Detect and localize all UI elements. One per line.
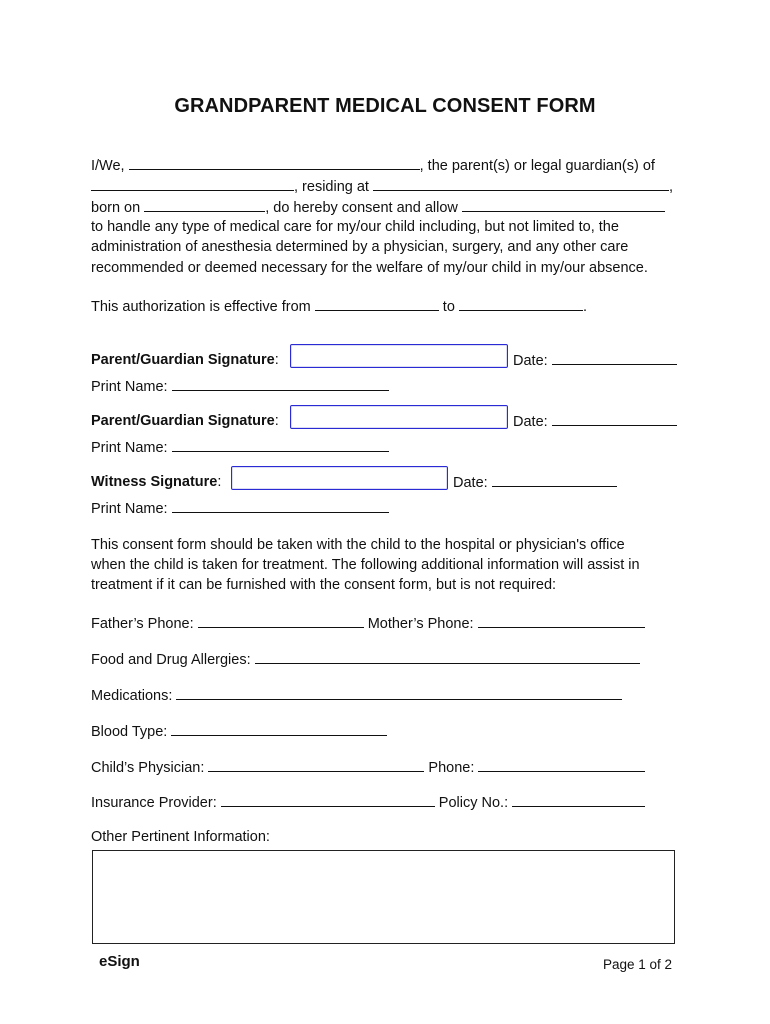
intro-line-5: administration of anesthesia determined by a physician, surgery, and any other care (91, 239, 629, 255)
intro-text: , (669, 179, 674, 195)
additional-info-line-2: when the child is taken for treatment. The following additional information will assist in (91, 557, 640, 573)
child-name-field[interactable] (91, 176, 294, 191)
intro-line-4: to handle any type of medical care for my/our child including, but not limited to, the (91, 219, 619, 235)
guardian-signature-field-1[interactable] (290, 344, 508, 368)
intro-text: , the parent(s) or legal guardian(s) of (419, 158, 655, 174)
print-name-label: Print Name: (91, 440, 172, 456)
print-name-label: Print Name: (91, 501, 172, 517)
insurance-field[interactable] (221, 792, 435, 807)
fathers-phone-field[interactable] (198, 613, 364, 628)
mothers-phone-field[interactable] (478, 613, 645, 628)
signature-label: Witness Signature (91, 474, 218, 490)
print-name-line-3 (91, 498, 389, 519)
fathers-phone-label: Father’s Phone: (91, 616, 198, 632)
guardian-date-field-1[interactable] (552, 350, 677, 365)
allergies-line (91, 649, 640, 670)
blood-type-label: Blood Type: (91, 724, 172, 740)
guardian-signature-label-2 (91, 411, 279, 431)
signature-colon: : (274, 352, 279, 368)
guardian-names-field[interactable] (129, 155, 420, 170)
page-title: GRANDPARENT MEDICAL CONSENT FORM (174, 95, 596, 117)
policy-no-field[interactable] (512, 792, 645, 807)
guardian-date-1 (513, 350, 677, 371)
guardian-date-2 (513, 411, 677, 432)
print-name-field-1[interactable] (172, 376, 389, 391)
medications-line (91, 685, 622, 706)
effective-from-field[interactable] (315, 296, 439, 311)
signature-label: Parent/Guardian Signature (91, 352, 275, 368)
intro-text: born on (91, 200, 145, 216)
guardian-signature-label-1 (91, 350, 279, 370)
intro-text: , do hereby consent and allow (265, 200, 462, 216)
residing-address-field[interactable] (373, 176, 669, 191)
other-info-textarea[interactable] (92, 850, 675, 944)
authorization-line (91, 296, 587, 317)
date-label: Date: (513, 353, 552, 369)
blood-type-line (91, 721, 387, 742)
other-info-label: Other Pertinent Information: (91, 829, 270, 845)
intro-line-2 (91, 176, 673, 197)
signature-colon: : (274, 413, 279, 429)
witness-signature-field[interactable] (231, 466, 448, 490)
effective-to-field[interactable] (459, 296, 583, 311)
physician-line (91, 757, 645, 778)
allergies-label: Food and Drug Allergies: (91, 652, 255, 668)
insurance-line (91, 792, 645, 813)
witness-signature-label (91, 472, 221, 492)
print-name-line-1 (91, 376, 389, 397)
physician-label: Child’s Physician: (91, 760, 209, 776)
additional-info-line-3: treatment if it can be furnished with the consent form, but is not required: (91, 577, 557, 593)
print-name-field-3[interactable] (172, 498, 389, 513)
authorization-text: This authorization is effective from (91, 299, 315, 315)
physician-phone-label: Phone: (424, 760, 479, 776)
authorization-text: . (582, 299, 587, 315)
intro-line-6: recommended or deemed necessary for the welfare of my/our child in my/our absence. (91, 260, 648, 276)
blood-type-field[interactable] (171, 721, 387, 736)
physician-field[interactable] (208, 757, 424, 772)
mothers-phone-label: Mother’s Phone: (363, 616, 478, 632)
intro-line-1 (91, 155, 655, 176)
physician-phone-field[interactable] (478, 757, 645, 772)
guardian-signature-field-2[interactable] (290, 405, 508, 429)
medications-field[interactable] (176, 685, 622, 700)
print-name-field-2[interactable] (172, 437, 389, 452)
medications-label: Medications: (91, 688, 177, 704)
phones-line (91, 613, 645, 634)
allergies-field[interactable] (255, 649, 640, 664)
page-number: Page 1 of 2 (602, 957, 672, 972)
print-name-line-2 (91, 437, 389, 458)
date-label: Date: (513, 414, 552, 430)
signature-label: Parent/Guardian Signature (91, 413, 275, 429)
date-label: Date: (453, 475, 492, 491)
guardian-date-field-2[interactable] (552, 411, 677, 426)
birth-date-field[interactable] (144, 197, 265, 212)
grandparent-name-field[interactable] (462, 197, 665, 212)
signature-colon: : (217, 474, 222, 490)
authorization-text: to (438, 299, 459, 315)
witness-date-field[interactable] (492, 472, 617, 487)
witness-date (453, 472, 617, 493)
intro-line-3 (91, 197, 665, 218)
print-name-label: Print Name: (91, 379, 172, 395)
intro-text: , residing at (294, 179, 373, 195)
intro-text: I/We, (91, 158, 129, 174)
policy-no-label: Policy No.: (434, 795, 513, 811)
insurance-label: Insurance Provider: (91, 795, 221, 811)
esign-logo: eSign (99, 953, 140, 970)
additional-info-line-1: This consent form should be taken with the child to the hospital or physician's office (91, 537, 625, 553)
